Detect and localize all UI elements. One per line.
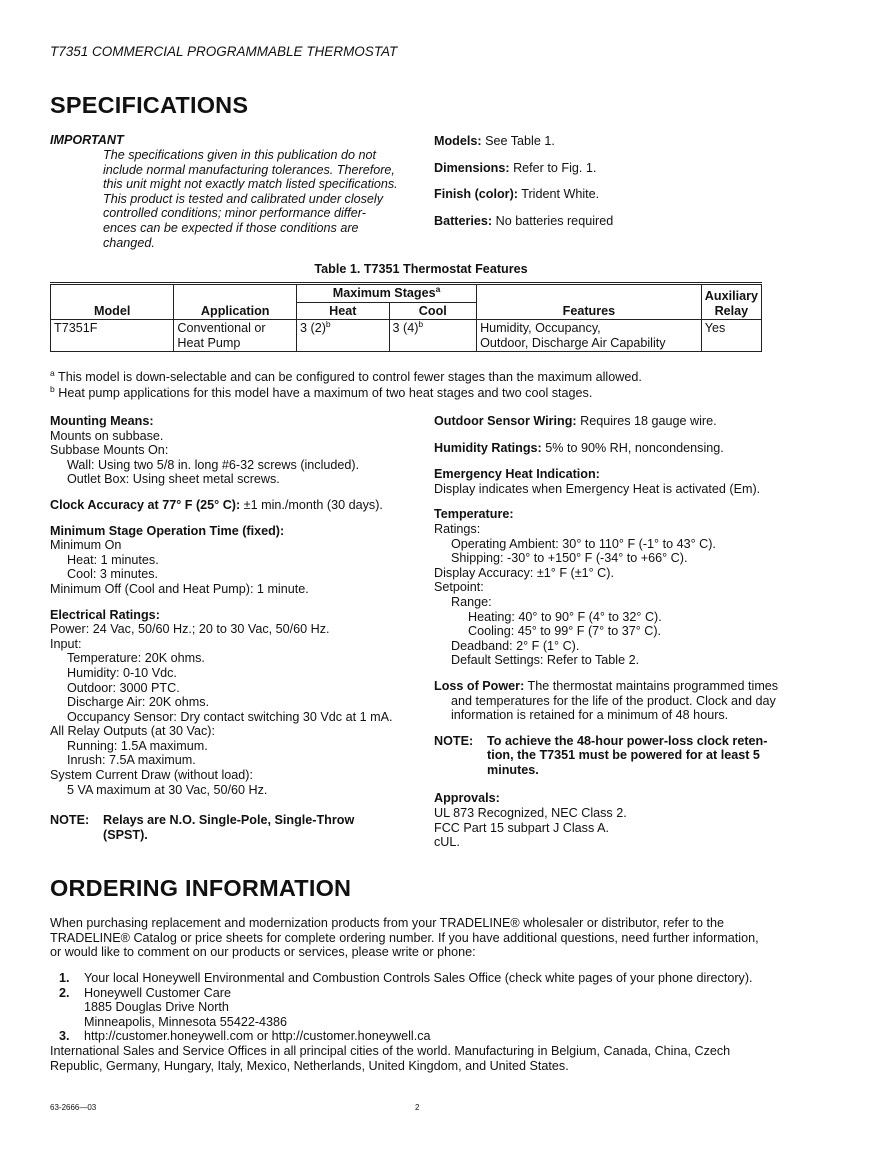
clock-accuracy: Clock Accuracy at 77° F (25° C): ±1 min./month (30 days). (50, 497, 383, 512)
mounting-means: Mounting Means: Mounts on subbase. Subbase Mounts On: Wall: Using two 5/8 in. long #6-32 screws (included). Outlet Box: Using sheet metal screws. (50, 414, 360, 487)
important-line: This product is tested and calibrated under closely (103, 191, 384, 206)
important-line: changed. (103, 235, 155, 250)
col-aux-relay: Auxiliary Relay (701, 284, 761, 320)
specifications-heading: SPECIFICATIONS (50, 92, 249, 118)
col-cool: Cool (389, 302, 477, 320)
col-max-stages: Maximum Stages$^a$ (297, 284, 477, 303)
important-line: The specifications given in this publication do not (103, 148, 377, 162)
doc-number: 63-2666—03 (50, 1103, 97, 1112)
table-footnotes (50, 369, 810, 401)
spec-summary (434, 134, 794, 240)
approvals: Approvals: UL 873 Recognized, NEC Class 2. FCC Part 15 subpart J Class A. cUL. (434, 791, 627, 850)
ordering-heading: ORDERING INFORMATION (50, 875, 352, 901)
important-text (103, 148, 413, 250)
list-item: 2. Honeywell Customer Care 1885 Douglas Drive North Minneapolis, Minnesota 55422-4386 (59, 985, 288, 1029)
important-line: include normal manufacturing tolerances. Therefore, (103, 162, 395, 177)
list-item: 1. Your local Honeywell Environmental and Combustion Controls Sales Office (check white pages of your phone directory). (59, 971, 753, 985)
important-line: ences can be expected if those conditions are (103, 220, 359, 235)
spec-dimensions: Dimensions: Refer to Fig. 1. (434, 160, 597, 175)
cell-application: Conventional or Heat Pump (174, 320, 297, 352)
loss-of-power: Loss of Power: The thermostat maintains programmed times and temperatures for the life of the product. Clock and day information is retained for a minimum of 48 hours. (434, 678, 779, 723)
spec-models: Models: See Table 1. (434, 134, 555, 148)
col-application: Application (174, 284, 297, 320)
col-features: Features (477, 284, 702, 320)
list-item: 3. http://customer.honeywell.com or http://customer.honeywell.ca (59, 1029, 431, 1044)
table-caption: Table 1. T7351 Thermostat Features (314, 262, 528, 276)
table-row (51, 320, 762, 352)
ordering-list (50, 971, 792, 1073)
footnote-b: $^b$ Heat pump applications for this model have a maximum of two heat stages and two cool stages. (50, 384, 593, 400)
outdoor-sensor-wiring: Outdoor Sensor Wiring: Requires 18 gauge wire. (434, 414, 717, 428)
running-header: T7351 COMMERCIAL PROGRAMMABLE THERMOSTAT (50, 44, 398, 59)
power-loss-note: NOTE: To achieve the 48-hour power-loss clock reten- tion, the T7351 must be powered for at least 5 minutes. (434, 733, 768, 777)
cell-aux-relay: Yes (701, 320, 761, 352)
ordering-intro: When purchasing replacement and modernization products from your TRADELINE® wholesaler or distributor, refer to the TRADELINE® Catalog or price sheets for complete ordering number. If you have additional questions, need further information, or would like to comment on our products or services, please write or phone: (50, 916, 759, 960)
minimum-stage-time: Minimum Stage Operation Time (fixed): Minimum On Heat: 1 minutes. Cool: 3 minutes. Minimum Off (Cool and Heat Pump): 1 minute. (50, 523, 309, 596)
emergency-heat: Emergency Heat Indication: Display indicates when Emergency Heat is activated (Em). (434, 467, 761, 496)
spec-finish: Finish (color): Trident White. (434, 187, 600, 202)
important-line: this unit might not exactly match listed specifications. (103, 177, 398, 192)
right-column (434, 414, 794, 850)
cell-model: T7351F (51, 320, 174, 352)
col-heat: Heat (297, 302, 390, 320)
features-table (50, 282, 762, 352)
spec-batteries: Batteries: No batteries required (434, 213, 614, 228)
temperature: Temperature: Ratings: Operating Ambient: 30° to 110° F (-1° to 43° C). Shipping: -30° to +150° F (-34° to +66° C). Display Accuracy: ±1° F (±1° C). Setpoint: Range: Heating: 40° to 90° F (4° to 32° C). Cooling: 45° to 99° F (7° to 37° C). Deadband: 2° F (1° C). Default Settings: Refer to Table 2. (434, 507, 716, 668)
left-column (50, 414, 420, 842)
humidity-ratings: Humidity Ratings: 5% to 90% RH, noncondensing. (434, 440, 724, 455)
important-line: controlled conditions; minor performance differ- (103, 206, 366, 221)
relay-note: NOTE: Relays are N.O. Single-Pole, Single-Throw (SPST). (50, 813, 355, 842)
col-model: Model (51, 284, 174, 320)
page-number: 2 (415, 1103, 420, 1112)
electrical-ratings: Electrical Ratings: Power: 24 Vac, 50/60 Hz.; 20 to 30 Vac, 50/60 Hz. Input: Temperature: 20K ohms. Humidity: 0-10 Vdc. Outdoor: 3000 PTC. Discharge Air: 20K ohms. Occupancy Sensor: Dry contact switching 30 Vdc at 1 mA. All Relay Outputs (at 30 Vac): Running: 1.5A maximum. Inrush: 7.5A maximum. System Current Draw (without load): 5 VA maximum at 30 Vac, 50/60 Hz. (50, 607, 393, 797)
footnote-a: $^a$ This model is down-selectable and can be configured to control fewer stages than the maximum allowed. (50, 368, 642, 384)
international-offices: International Sales and Service Offices in all principal cities of the world. Manufacturing in Belgium, Canada, China, Czech Republic, Germany, Hungary, Italy, Mexico, Netherlands, United Kingdom, and United States. (50, 1043, 731, 1073)
cell-cool: 3 $(4)^b$ (389, 320, 477, 352)
cell-features: Humidity, Occupancy, Outdoor, Discharge Air Capability (477, 320, 702, 352)
cell-heat: 3 $(2)^b$ (297, 320, 390, 352)
table-header-row (51, 284, 762, 303)
important-label: IMPORTANT (50, 133, 124, 147)
